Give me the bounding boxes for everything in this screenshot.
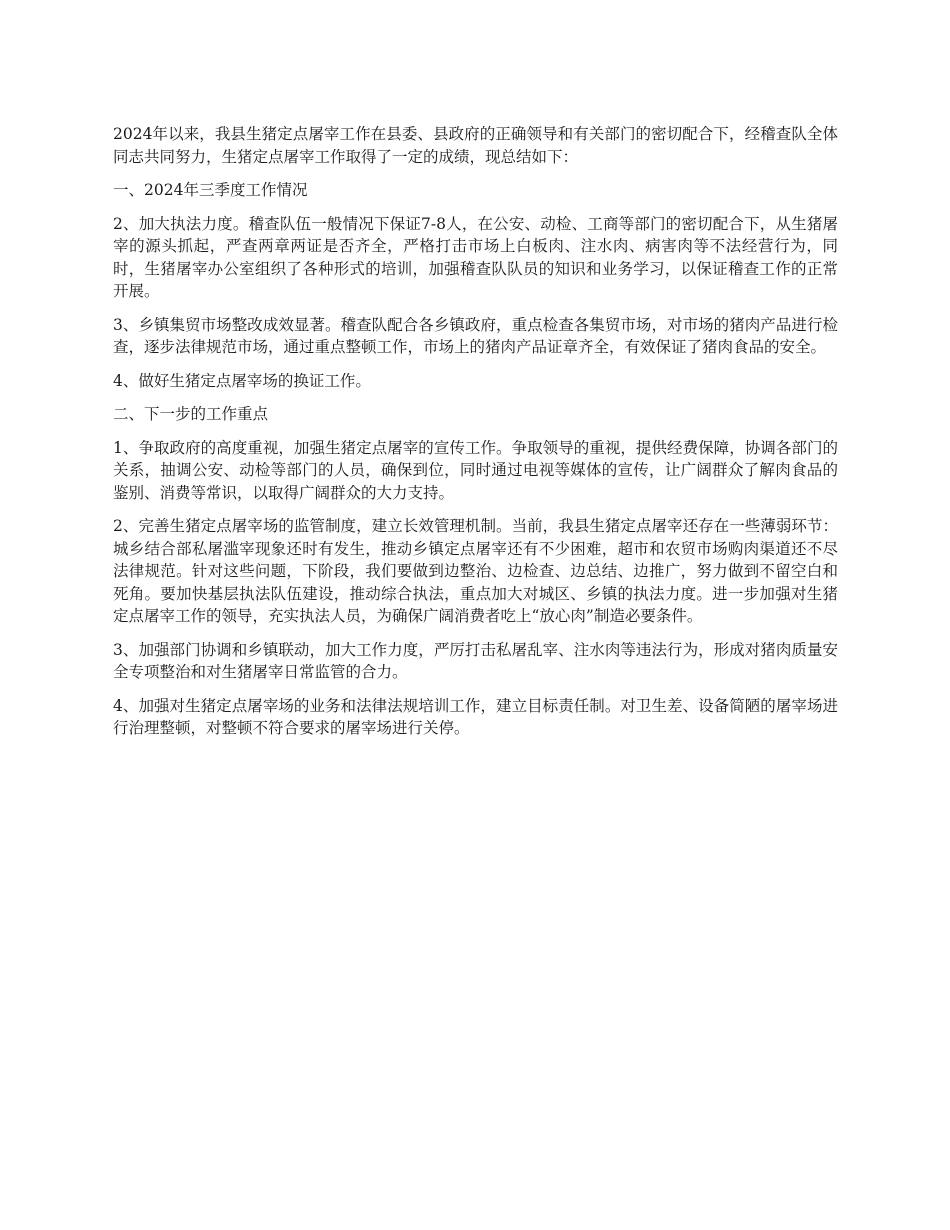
paragraph-training: 4、加强对生猪定点屠宰场的业务和法律法规培训工作，建立目标责任制。对卫生差、设备简陋的屠宰场进行治理整顿，对整顿不符合要求的屠宰场进行关停。 xyxy=(113,696,838,737)
paragraph-license-renewal: 4、做好生猪定点屠宰场的换证工作。 xyxy=(113,371,371,390)
intro-paragraph: 2024年以来，我县生猪定点屠宰工作在县委、县政府的正确领导和有关部门的密切配合下，经稽查队全体同志共同努力，生猪定点屠宰工作取得了一定的成绩，现总结如下： xyxy=(113,125,838,166)
section-heading-q3-work: 一、2024年三季度工作情况 xyxy=(113,181,308,199)
paragraph-supervision-system: 2、完善生猪定点屠宰场的监管制度，建立长效管理机制。当前，我县生猪定点屠宰还存在一些薄弱环节：城乡结合部私屠滥宰现象还时有发生，推动乡镇定点屠宰还有不少困难，超市和农贸市场购肉渠道还不尽法律规范。针对这些问题，下阶段，我们要做到边整治、边检查、边总结、边推广，努力做到不留空白和死角。要加快基层执法队伍建设，推动综合执法，重点加大对城区、乡镇的执法力度。进一步加强对生猪定点屠宰工作的领导，充实执法人员，为确保广阔消费者吃上“放心肉”制造必要条件。 xyxy=(113,517,838,625)
paragraph-coordination: 3、加强部门协调和乡镇联动，加大工作力度，严厉打击私屠乱宰、注水肉等违法行为，形成对猪肉质量安全专项整治和对生猪屠宰日常监管的合力。 xyxy=(113,640,838,681)
paragraph-publicity: 1、争取政府的高度重视，加强生猪定点屠宰的宣传工作。争取领导的重视，提供经费保障，协调各部门的关系，抽调公安、动检等部门的人员，确保到位，同时通过电视等媒体的宣传，让广阔群众了解肉食品的鉴别、消费等常识，以取得广阔群众的大力支持。 xyxy=(113,438,838,502)
paragraph-enforcement: 2、加大执法力度。稽查队伍一般情况下保证7-8人，在公安、动检、工商等部门的密切配合下，从生猪屠宰的源头抓起，严查两章两证是否齐全，严格打击市场上白板肉、注水肉、病害肉等不法经营行为，同时，生猪屠宰办公室组织了各种形式的培训，加强稽查队队员的知识和业务学习，以保证稽查工作的正常开展。 xyxy=(113,214,838,300)
paragraph-market-rectification: 3、乡镇集贸市场整改成效显著。稽查队配合各乡镇政府，重点检查各集贸市场，对市场的猪肉产品进行检查，逐步法律规范市场，通过重点整顿工作，市场上的猪肉产品证章齐全，有效保证了猪肉食品的安全。 xyxy=(113,315,838,356)
section-heading-next-steps: 二、下一步的工作重点 xyxy=(113,405,269,423)
document-body xyxy=(113,123,838,751)
